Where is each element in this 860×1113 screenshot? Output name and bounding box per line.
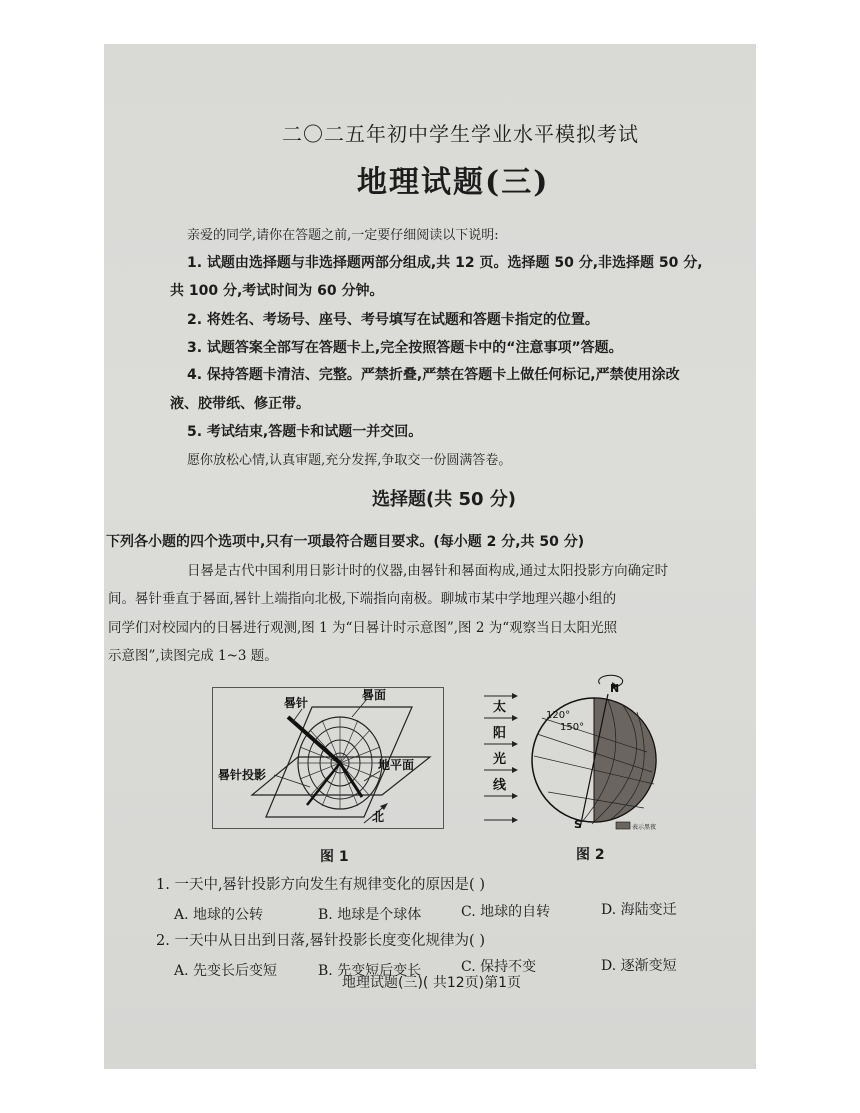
label-120-degrees: 120° bbox=[546, 710, 571, 721]
instruction-line: 共 100 分,考试时间为 60 分钟。 bbox=[170, 283, 384, 299]
option-c: C. 地球的自转 bbox=[461, 904, 551, 920]
label-150-degrees: 150° bbox=[560, 722, 585, 733]
figure1-sundial-diagram bbox=[212, 687, 444, 829]
exam-title: 二〇二五年初中学生学业水平模拟考试 bbox=[282, 122, 639, 146]
gnomon bbox=[288, 717, 340, 763]
passage-line: 同学们对校园内的日晷进行观测,图 1 为“日晷计时示意图”,图 2 为“观察当日太阳光照 bbox=[108, 620, 618, 636]
instructions-closing: 愿你放松心情,认真审题,充分发挥,争取交一份圆满答卷。 bbox=[187, 453, 512, 468]
label-gnomon: 晷针 bbox=[284, 696, 309, 710]
option-b: B. 先变短后变长 bbox=[318, 963, 422, 979]
sunlight-text: 阳 bbox=[493, 726, 507, 741]
figure2-caption: 图 2 bbox=[576, 847, 605, 863]
sunlight-text: 光 bbox=[493, 752, 507, 767]
passage-line: 间。晷针垂直于晷面,晷针上端指向北极,下端指向南极。聊城市某中学地理兴趣小组的 bbox=[108, 591, 617, 607]
label-north-pole: N bbox=[610, 682, 620, 695]
question-stem: 2. 一天中从日出到日落,晷针投影长度变化规律为( ) bbox=[156, 933, 485, 949]
instruction-line: 3. 试题答案全部写在答题卡上,完全按照答题卡中的“注意事项”答题。 bbox=[187, 340, 623, 356]
figure1-caption: 图 1 bbox=[320, 849, 349, 865]
sunlight-text: 线 bbox=[493, 778, 507, 793]
instruction-line: 4. 保持答题卡清洁、完整。严禁折叠,严禁在答题卡上做任何标记,严禁使用涂改 bbox=[187, 367, 680, 383]
exam-paper bbox=[104, 44, 756, 1069]
sunlight-text: 太 bbox=[493, 700, 507, 715]
legend-night-swatch bbox=[616, 822, 630, 829]
paper-title: 地理试题(三) bbox=[357, 165, 550, 200]
label-dial: 晷面 bbox=[362, 688, 387, 702]
page-footer: 地理试题(三)( 共12页)第1页 bbox=[342, 975, 522, 991]
instruction-line: 1. 试题由选择题与非选择题两部分组成,共 12 页。选择题 50 分,非选择题 50 分, bbox=[187, 255, 703, 271]
option-d: D. 海陆变迁 bbox=[601, 902, 677, 918]
instruction-line: 5. 考试结束,答题卡和试题一并交回。 bbox=[187, 424, 423, 440]
label-north: 北 bbox=[372, 810, 385, 824]
question-stem: 1. 一天中,晷针投影方向发生有规律变化的原因是( ) bbox=[156, 877, 485, 893]
label-gnomon-shadow: 晷针投影 bbox=[218, 768, 267, 782]
section-instruction: 下列各小题的四个选项中,只有一项最符合题目要求。(每小题 2 分,共 50 分) bbox=[106, 534, 585, 550]
option-a: A. 地球的公转 bbox=[174, 907, 264, 923]
option-b: B. 地球是个球体 bbox=[318, 907, 422, 923]
option-c: C. 保持不变 bbox=[461, 959, 537, 975]
legend-night-label: 表示黑夜 bbox=[632, 824, 657, 831]
label-ground-plane: 地平面 bbox=[378, 758, 415, 772]
instruction-line: 液、胶带纸、修正带。 bbox=[170, 396, 310, 412]
passage-line: 示意图”,读图完成 1~3 题。 bbox=[108, 648, 278, 664]
instruction-line: 2. 将姓名、考场号、座号、考号填写在试题和答题卡指定的位置。 bbox=[187, 312, 599, 328]
instructions-greeting: 亲爱的同学,请你在答题之前,一定要仔细阅读以下说明: bbox=[187, 228, 499, 243]
section-heading: 选择题(共 50 分) bbox=[372, 489, 517, 510]
option-d: D. 逐渐变短 bbox=[601, 958, 677, 974]
label-south-pole: S bbox=[574, 818, 582, 831]
passage-line: 日晷是古代中国利用日影计时的仪器,由晷针和晷面构成,通过太阳投影方向确定时 bbox=[187, 563, 669, 579]
figure2-globe-diagram bbox=[482, 672, 664, 832]
option-a: A. 先变长后变短 bbox=[174, 963, 278, 979]
